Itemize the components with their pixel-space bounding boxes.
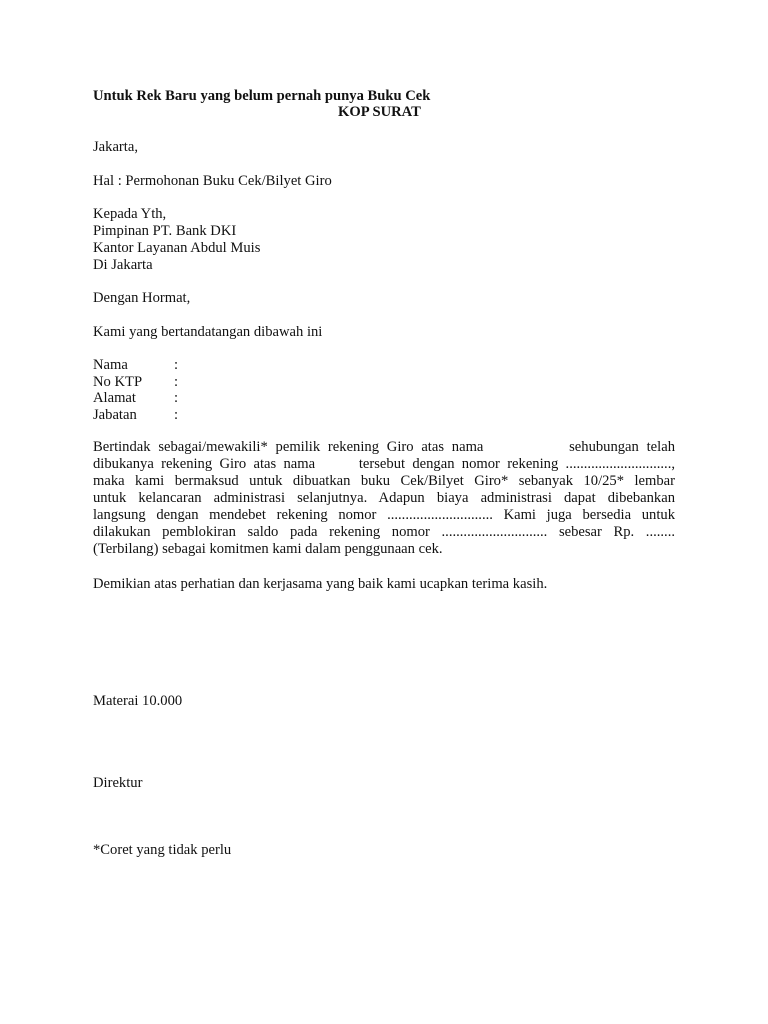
recipient-salutation: Kepada Yth, xyxy=(93,206,167,222)
closing-text: Demikian atas perhatian dan kerjasama yang baik kami ucapkan terima kasih. xyxy=(93,576,548,592)
field-label-alamat: Alamat xyxy=(93,390,136,406)
footnote: *Coret yang tidak perlu xyxy=(93,842,232,858)
body-paragraph xyxy=(93,439,675,558)
field-colon: : xyxy=(174,390,179,406)
signatory-title: Direktur xyxy=(93,775,143,791)
field-colon: : xyxy=(174,374,179,390)
intro-text: Kami yang bertandatangan dibawah ini xyxy=(93,324,323,340)
body-line: dibukanya rekening Giro atas nama tersebut dengan nomor rekening ............................., xyxy=(93,456,675,472)
letterhead-placeholder: KOP SURAT xyxy=(338,104,421,120)
document-heading: Untuk Rek Baru yang belum pernah punya Buku Cek xyxy=(93,88,431,104)
greeting: Dengan Hormat, xyxy=(93,290,191,306)
body-line: langsung dengan mendebet rekening nomor ............................. Kami juga bersedia untuk xyxy=(93,507,675,523)
place-date: Jakarta, xyxy=(93,139,138,155)
recipient-office: Kantor Layanan Abdul Muis xyxy=(93,240,261,256)
subject-line: Hal : Permohonan Buku Cek/Bilyet Giro xyxy=(93,173,332,189)
field-label-nama: Nama xyxy=(93,357,128,373)
body-line: untuk kelancaran administrasi selanjutnya. Adapun biaya administrasi dapat dibebankan xyxy=(93,490,675,506)
field-label-jabatan: Jabatan xyxy=(93,407,137,423)
stamp-duty-label: Materai 10.000 xyxy=(93,693,183,709)
field-label-no-ktp: No KTP xyxy=(93,374,143,390)
body-line: dilakukan pemblokiran saldo pada rekening nomor ............................. sebesar Rp. ........ xyxy=(93,524,675,540)
body-line: Bertindak sebagai/mewakili* pemilik rekening Giro atas nama sehubungan telah xyxy=(93,439,675,455)
body-line: (Terbilang) sebagai komitmen kami dalam penggunaan cek. xyxy=(93,541,443,557)
recipient-city: Di Jakarta xyxy=(93,257,153,273)
field-colon: : xyxy=(174,357,179,373)
body-line: maka kami bermaksud untuk dibuatkan buku Cek/Bilyet Giro* sebanyak 10/25* lembar xyxy=(93,473,675,489)
recipient-name: Pimpinan PT. Bank DKI xyxy=(93,223,237,239)
field-colon: : xyxy=(174,407,179,423)
